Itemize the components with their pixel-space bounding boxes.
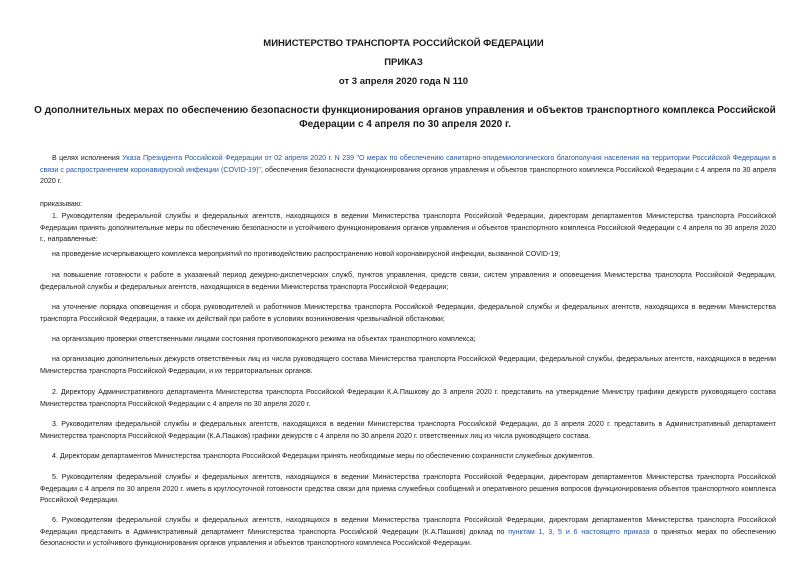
- paragraph-1: 1. Руководителям федеральной службы и федеральных агентств, находящихся в ведении Министерства транспорта Российской Федерации, директорам департаментов Министерства транспорта Российской Федерации принять дополнительные меры по обеспечению безопасности и устойчивого функционирования органов управления и объектов транспортного комплекса Российской Федерации с 4 апреля по 30 апреля 2020 г., направленные:: [40, 212, 776, 243]
- intro-text-before: В целях исполнения: [52, 154, 123, 162]
- order-points-link[interactable]: пунктам 1, 3, 5 и 6 настоящего приказа: [508, 527, 650, 536]
- paragraph-4: 4. Директорам департаментов Министерства транспорта Российской Федерации принять необходимые меры по обеспечению сохранности служебных документов.: [52, 452, 595, 460]
- paragraph-1-item-3: на уточнение порядка оповещения и сбора руководителей и работников Министерства транспорта Российской Федерации, федеральной службы и федеральных агентств, находящихся в ведении Министерства транспорта Российской Федерации, а также их действий при работе в условиях возникновения чрезвычайной обстановки;: [40, 303, 776, 323]
- intro-text-after: , обеспечения безопасности функционирования органов управления и объектов транспортного комплекса Российской Федерации с 4 апреля по 30 апреля 2020 г.: [40, 165, 776, 185]
- paragraph-6-text-before: 6. Руководителям федеральной службы и федеральных агентств, находящихся в ведении Министерства транспорта Российской Федерации, директорам департаментов Министерства транспорта Российской Федерации представить в Административный департамент Министерства транспорта Российской Федерации (К.А.Пашков) доклад по: [40, 516, 776, 536]
- order-word: приказываю:: [40, 200, 83, 208]
- paragraph-2: 2. Директору Административного департамента Министерства транспорта Российской Федерации К.А.Пашкову до 3 апреля 2020 г. представить на утверждение Министру графики дежурств руководящего состава Министерства транспорта Российской Федерации с 4 апреля по 30 апреля 2020 г.: [40, 388, 776, 408]
- presidential-decree-link[interactable]: Указа Президента Российской Федерации от 02 апреля 2020 г. N 239 "О мерах по обеспечению санитарно-эпидемиологического благополучия населения на территории Российской Федерации в связи с распространением коронавирусной инфекции (COVID-19)": [40, 154, 776, 174]
- paragraph-6: [40, 515, 776, 550]
- paragraph-1-item-5: на организацию дополнительных дежурств ответственных лиц из числа руководящего состава Министерства транспорта Российской Федерации, федеральной службы, федеральных агентств, находящихся в ведении Министерства транспорта Российской Федерации, и их территориальных органов.: [40, 355, 776, 375]
- doc-type-heading: ПРИКАЗ: [384, 57, 423, 68]
- paragraph-1-item-4: на организацию проверки ответственными лицами состояния противопожарного режима на объектах транспортного комплекса;: [52, 335, 476, 343]
- paragraph-5: 5. Руководителям федеральной службы и федеральных агентств, находящихся в ведении Министерства транспорта Российской Федерации, директорам департаментов Министерства транспорта Российской Федерации с 4 апреля по 30 апреля 2020 г. иметь в круглосуточной готовности средства связи для приема служебных сообщений и оперативного решения вопросов функционирования объектов транспортного комплекса Российской Федерации.: [40, 473, 776, 504]
- document-title: О дополнительных мерах по обеспечению безопасности функционирования органов управления и объектов транспортного комплекса Российской Федерации с 4 апреля по 30 апреля 2020 г.: [34, 105, 776, 130]
- ministry-heading: МИНИСТЕРСТВО ТРАНСПОРТА РОССИЙСКОЙ ФЕДЕРАЦИИ: [263, 38, 544, 49]
- paragraph-1-item-2: на повышение готовности к работе в указанный период дежурно-диспетчерских служб, пунктов управления, средств связи, систем управления и оповещения Министерства транспорта Российской Федерации, федеральной службы и федеральных агентств, находящихся в ведении Министерства транспорта Российской Федерации;: [40, 271, 776, 291]
- paragraph-1-item-1: на проведение исчерпывающего комплекса мероприятий по противодействию распространению новой коронавирусной инфекции, вызванной COVID-19;: [52, 250, 561, 258]
- date-number-heading: от 3 апреля 2020 года N 110: [338, 76, 469, 87]
- paragraph-6-text-after: о принятых мерах по обеспечению безопасности и устойчивого функционирования органов управления и объектов транспортного комплекса Российской Федерации.: [40, 527, 776, 547]
- intro-paragraph: [40, 153, 776, 188]
- paragraph-3: 3. Руководителям федеральной службы и федеральных агентств, находящихся в ведении Министерства транспорта Российской Федерации, до 3 апреля 2020 г. представить в Административный департамент Министерства транспорта Российской Федерации (К.А.Пашков) графики дежурств с 4 апреля по 30 апреля 2020 г. ответственных лиц из числа руководящего состава.: [40, 420, 776, 440]
